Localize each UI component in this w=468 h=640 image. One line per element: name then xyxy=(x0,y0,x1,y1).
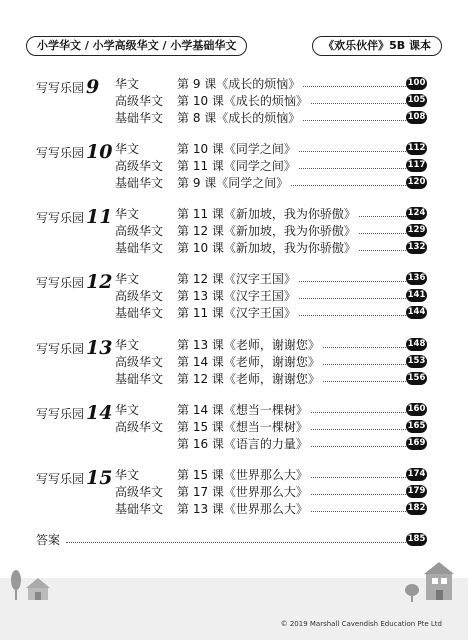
lesson-title: 第 12 课《汉字王国》 xyxy=(177,270,299,287)
page-number-badge: 160 xyxy=(407,404,426,414)
tree-house-right-icon xyxy=(402,560,456,608)
level-label: 高级华文 xyxy=(115,289,164,303)
level-label: 华文 xyxy=(115,272,140,286)
page-number-badge: 129 xyxy=(407,225,426,235)
lesson-title: 第 11 课《新加坡，我为你骄傲》 xyxy=(177,205,359,222)
unit-title-text: 写写乐园 xyxy=(36,146,85,160)
level-label: 基础华文 xyxy=(115,372,164,386)
lesson-title: 第 14 课《想当一棵树》 xyxy=(177,401,311,418)
unit-block xyxy=(0,75,468,126)
toc-row[interactable] xyxy=(0,304,468,321)
toc-row[interactable] xyxy=(0,401,468,418)
unit-block xyxy=(0,466,468,517)
unit-title-text: 写写乐园 xyxy=(36,211,85,225)
level-label: 高级华文 xyxy=(115,420,164,434)
level-label: 高级华文 xyxy=(115,485,164,499)
unit-number: 9 xyxy=(86,76,100,98)
level-label: 基础华文 xyxy=(115,241,164,255)
level-label: 高级华文 xyxy=(115,159,164,173)
page-number-badge: 174 xyxy=(407,469,426,479)
page-number-badge: 105 xyxy=(407,95,426,105)
level-label: 高级华文 xyxy=(115,355,164,369)
ground-strip xyxy=(0,578,468,640)
copyright-text: © 2019 Marshall Cavendish Education Pte Ltd xyxy=(280,620,442,628)
page-number-badge: 108 xyxy=(407,112,426,122)
toc-row[interactable] xyxy=(0,336,468,353)
page-number-badge: 156 xyxy=(407,373,426,383)
page-number-badge: 179 xyxy=(407,486,426,496)
page-number-badge: 136 xyxy=(407,273,426,283)
toc-row[interactable] xyxy=(0,500,468,517)
unit-number: 14 xyxy=(86,402,113,424)
book-title-tag: 《欢乐伙伴》5B 课本 xyxy=(312,36,442,56)
toc-row[interactable] xyxy=(0,418,468,435)
lesson-title: 第 17 课《世界那么大》 xyxy=(177,483,311,500)
unit-title-text: 写写乐园 xyxy=(36,276,85,290)
unit-title-text: 写写乐园 xyxy=(36,81,85,95)
lesson-title: 第 15 课《世界那么大》 xyxy=(177,466,311,483)
toc-row[interactable] xyxy=(0,287,468,304)
unit-block xyxy=(0,401,468,452)
lesson-title: 第 11 课《汉字王国》 xyxy=(177,304,299,321)
unit-block xyxy=(0,336,468,387)
toc-row[interactable] xyxy=(0,483,468,500)
page-number-badge: 182 xyxy=(407,503,426,513)
unit-block xyxy=(0,140,468,191)
level-label: 华文 xyxy=(115,403,140,417)
toc-row[interactable] xyxy=(0,205,468,222)
answers-label: 答案 xyxy=(36,533,61,547)
lesson-title: 第 12 课《老师，谢谢您》 xyxy=(177,370,323,387)
lesson-title: 第 13 课《老师，谢谢您》 xyxy=(177,336,323,353)
level-label: 基础华文 xyxy=(115,502,164,516)
lesson-title: 第 13 课《汉字王国》 xyxy=(177,287,299,304)
series-tag: 小学华文 / 小学高级华文 / 小学基础华文 xyxy=(26,36,247,56)
toc-row[interactable] xyxy=(0,109,468,126)
level-label: 基础华文 xyxy=(115,111,164,125)
level-label: 高级华文 xyxy=(115,224,164,238)
unit-number: 12 xyxy=(86,271,113,293)
page-number-badge: 153 xyxy=(407,356,426,366)
toc-row[interactable] xyxy=(0,157,468,174)
page-number-badge: 141 xyxy=(407,290,426,300)
page-number-badge: 112 xyxy=(407,143,426,153)
toc-row[interactable] xyxy=(0,222,468,239)
unit-block xyxy=(0,205,468,256)
lesson-title: 第 15 课《想当一棵树》 xyxy=(177,418,311,435)
lesson-title: 第 9 课《成长的烦恼》 xyxy=(177,75,303,92)
level-label: 华文 xyxy=(115,142,140,156)
lesson-title: 第 11 课《同学之间》 xyxy=(177,157,299,174)
tree-house-left-icon xyxy=(6,568,56,608)
lesson-title: 第 14 课《老师，谢谢您》 xyxy=(177,353,323,370)
lesson-title: 第 10 课《新加坡，我为你骄傲》 xyxy=(177,239,359,256)
toc-row[interactable] xyxy=(0,174,468,191)
lesson-title: 第 13 课《世界那么大》 xyxy=(177,500,311,517)
level-label: 华文 xyxy=(115,468,140,482)
unit-number: 13 xyxy=(86,337,113,359)
lesson-title: 第 16 课《语言的力量》 xyxy=(177,435,311,452)
lesson-title: 第 8 课《成长的烦恼》 xyxy=(177,109,303,126)
toc-row[interactable] xyxy=(0,140,468,157)
level-label: 华文 xyxy=(115,207,140,221)
toc-row[interactable] xyxy=(0,466,468,483)
level-label: 华文 xyxy=(115,77,140,91)
unit-title-text: 写写乐园 xyxy=(36,407,85,421)
toc-row[interactable] xyxy=(0,353,468,370)
page-number-badge: 100 xyxy=(407,78,426,88)
unit-block xyxy=(0,270,468,321)
page-number-badge: 144 xyxy=(407,307,426,317)
page-number-badge: 117 xyxy=(407,160,426,170)
unit-title-text: 写写乐园 xyxy=(36,472,85,486)
lesson-title: 第 10 课《同学之间》 xyxy=(177,140,299,157)
lesson-title: 第 10 课《成长的烦恼》 xyxy=(177,92,311,109)
level-label: 基础华文 xyxy=(115,306,164,320)
toc-row[interactable] xyxy=(0,370,468,387)
page-number-badge: 120 xyxy=(407,177,426,187)
leader-dots xyxy=(66,542,406,543)
toc-row[interactable] xyxy=(0,92,468,109)
toc-row[interactable] xyxy=(0,435,468,452)
page-number-badge: 132 xyxy=(407,242,426,252)
lesson-title: 第 9 课《同学之间》 xyxy=(177,174,291,191)
unit-number: 11 xyxy=(86,206,113,228)
unit-title-text: 写写乐园 xyxy=(36,342,85,356)
level-label: 高级华文 xyxy=(115,94,164,108)
unit-number: 10 xyxy=(86,141,113,163)
page-number-badge: 148 xyxy=(407,339,426,349)
toc-row[interactable] xyxy=(0,270,468,287)
page-number-badge: 169 xyxy=(407,438,426,448)
lesson-title: 第 12 课《新加坡，我为你骄傲》 xyxy=(177,222,359,239)
toc-row[interactable] xyxy=(0,239,468,256)
page-number-badge: 124 xyxy=(407,208,426,218)
unit-number: 15 xyxy=(86,467,113,489)
answers-page-badge: 185 xyxy=(407,534,426,544)
toc-row[interactable] xyxy=(0,75,468,92)
level-label: 基础华文 xyxy=(115,176,164,190)
answers-entry[interactable] xyxy=(0,531,468,548)
level-label: 华文 xyxy=(115,338,140,352)
page-number-badge: 165 xyxy=(407,421,426,431)
